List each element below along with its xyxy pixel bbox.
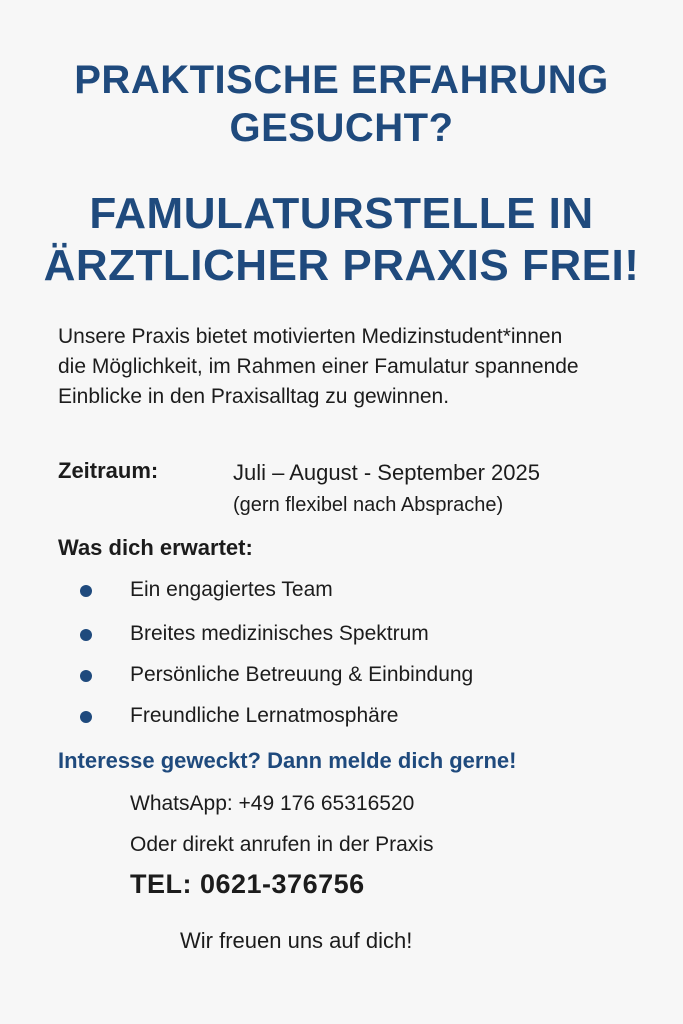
bullet-icon [80,711,92,723]
list-item-text: Persönliche Betreuung & Einbindung [130,663,474,686]
headline-secondary-line-1: FAMULATURSTELLE IN [89,189,594,238]
headline-primary-line-1: PRAKTISCHE ERFAHRUNG [74,58,609,102]
intro-line-3: Einblicke in den Praxisalltag zu gewinnen. [58,385,450,408]
whatsapp-contact: WhatsApp: +49 176 65316520 [130,792,415,815]
list-item [0,657,683,691]
bullet-icon [80,670,92,682]
list-item-text: Freundliche Lernatmosphäre [130,704,399,727]
intro-paragraph [58,322,668,412]
closing-line: Wir freuen uns auf dich! [180,928,413,953]
list-item [0,616,683,650]
phone-number: TEL: 0621-376756 [130,869,365,899]
bullet-icon [80,629,92,641]
period-label: Zeitraum: [58,458,159,483]
list-item [0,572,683,606]
bullet-icon [80,585,92,597]
intro-line-1: Unsere Praxis bietet motivierten Medizinstudent*innen [58,325,563,348]
headline-primary [0,56,683,152]
cta-heading: Interesse geweckt? Dann melde dich gerne! [58,748,517,773]
list-item-text: Breites medizinisches Spektrum [130,622,429,645]
list-item [0,698,683,732]
call-instruction: Oder direkt anrufen in der Praxis [130,833,434,856]
intro-line-2: die Möglichkeit, im Rahmen einer Famulatur spannende [58,355,579,378]
expect-heading: Was dich erwartet: [58,535,253,560]
headline-secondary-line-2: ÄRZTLICHER PRAXIS FREI! [43,241,640,290]
headline-primary-line-2: GESUCHT? [229,106,454,150]
period-note: (gern flexibel nach Absprache) [233,494,504,516]
period-value: Juli – August - September 2025 [233,460,540,485]
list-item-text: Ein engagiertes Team [130,578,333,601]
headline-secondary [0,188,683,292]
